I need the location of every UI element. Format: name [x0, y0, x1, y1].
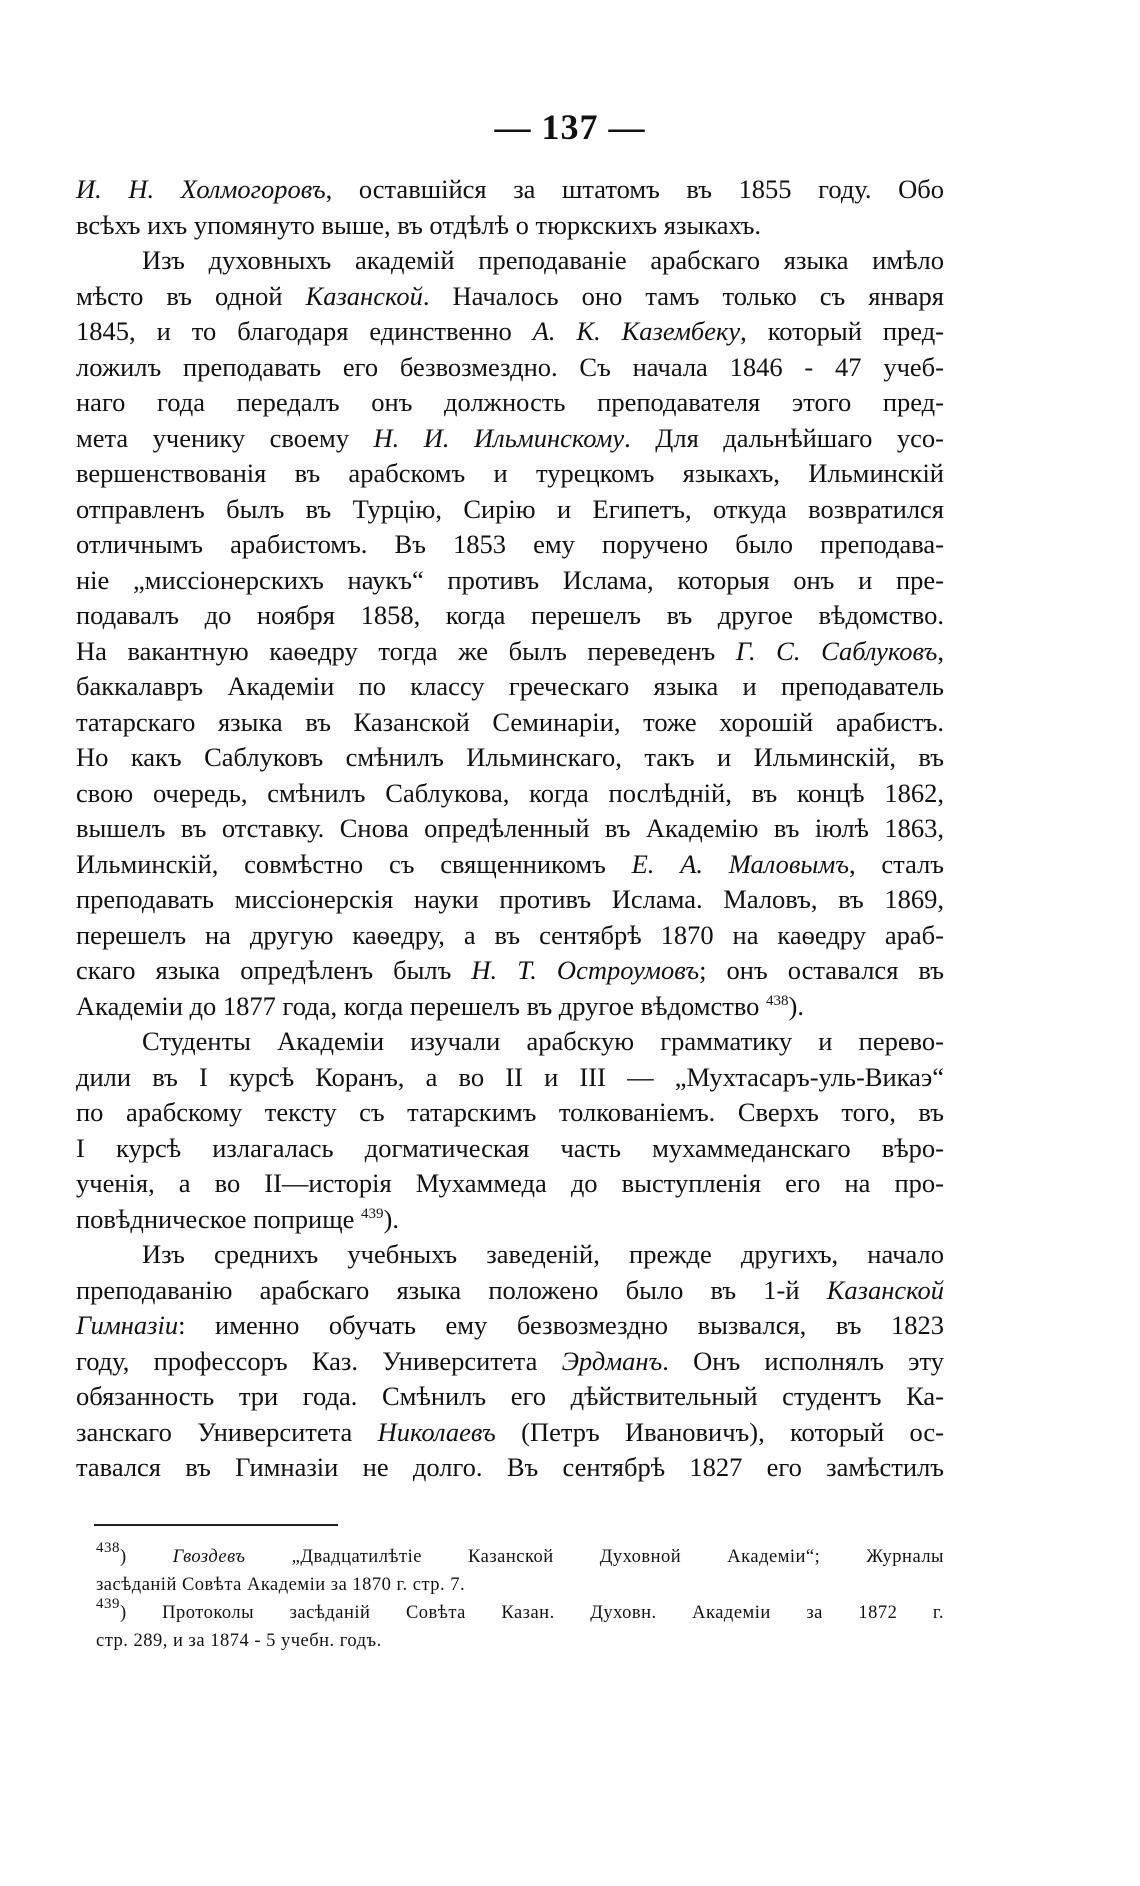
text-line: баккалавръ Академіи по классу греческаго языка и преподаватель	[76, 671, 944, 701]
paragraph-start: Изъ среднихъ учебныхъ заведеній, прежде другихъ, начало	[142, 1239, 944, 1269]
footnote-line: засѣданій Совѣта Академіи за 1870 г. стр. 7.	[96, 1575, 466, 1595]
person-name: Е. А. Маловымъ	[631, 848, 849, 879]
person-name: А. К. Казембеку	[532, 316, 741, 346]
text-line: вышелъ въ отставку. Снова опредѣленный въ Академію въ іюлѣ 1863,	[76, 813, 944, 843]
person-name: Н. Т. Остроумовъ	[471, 955, 700, 985]
text-line: мѣсто въ одной Казанской. Началось оно тамъ только съ января	[76, 280, 944, 311]
footnote-ref[interactable]: 439	[361, 1205, 384, 1222]
text-line: скаго языка опредѣленъ былъ Н. Т. Остроумовъ; онъ оставался въ	[76, 955, 944, 985]
footnote-divider	[94, 1524, 338, 1526]
person-name: Эрдманъ	[561, 1345, 663, 1376]
text-line: отличнымъ арабистомъ. Въ 1853 ему поручено было преподава-	[76, 529, 944, 559]
person-name: И. Н. Холмогоровъ	[76, 174, 326, 204]
place-name: Гимназіи	[76, 1310, 179, 1340]
author-name: Гвоздевъ	[172, 1547, 246, 1567]
text-line: Ильминскій, совмѣстно съ священникомъ Е. А. Маловымъ, сталъ	[76, 848, 945, 879]
text-line: Гимназіи: именно обучать ему безвозмездно вызвался, въ 1823	[76, 1310, 944, 1340]
footnote-ref[interactable]: 438	[766, 992, 789, 1009]
footnote-number: 438	[96, 1540, 120, 1556]
footnote	[96, 1596, 944, 1655]
text-line: всѣхъ ихъ упомянуто выше, въ отдѣлѣ о тюркскихъ языкахъ.	[76, 209, 762, 240]
text-line: повѣдническое поприще $^{439}$).	[76, 1203, 399, 1234]
person-name: Николаевъ	[377, 1416, 496, 1447]
page-number: — 137 —	[494, 107, 646, 147]
text-line: На вакантную каѳедру тогда же былъ переведенъ Г. С. Саблуковъ,	[76, 635, 944, 666]
place-name: Казанской	[826, 1274, 944, 1305]
footnote-line: $^{438}$) Гвоздевъ „Двадцатилѣтіе Казанской Духовной Академіи“; Журналы	[96, 1540, 944, 1567]
text-line: I курсѣ излагалась догматическая часть мухаммеданскаго вѣро-	[76, 1132, 944, 1163]
text-line: мета ученику своему Н. И. Ильминскому. Для дальнѣйшаго усо-	[76, 422, 944, 453]
text-line: году, профессоръ Каз. Университета Эрдманъ. Онъ исполнялъ эту	[76, 1345, 944, 1376]
text-line: 1845, и то благодаря единственно А. К. Казембеку, который пред-	[76, 316, 944, 346]
text-line: наго года передалъ онъ должность преподавателя этого пред-	[76, 387, 944, 417]
footnote-number: 439	[96, 1596, 120, 1612]
person-name: Г. С. Саблуковъ	[735, 635, 938, 666]
text-line: занскаго Университета Николаевъ (Петръ Ивановичъ), который ос-	[76, 1416, 944, 1447]
body-text	[76, 172, 944, 1486]
text-line: по арабскому тексту съ татарскимъ толкованіемъ. Сверхъ того, въ	[76, 1097, 944, 1127]
footnote-line: стр. 289, и за 1874 - 5 учебн. годъ.	[96, 1631, 382, 1651]
text-line: обязанность три года. Смѣнилъ его дѣйствительный студентъ Ка-	[76, 1381, 944, 1411]
text-line: подавалъ до ноября 1858, когда перешелъ въ другое вѣдомство.	[76, 600, 944, 630]
text-line: ложилъ преподавать его безвозмездно. Съ начала 1846 - 47 учеб-	[76, 351, 944, 382]
text-line: свою очередь, смѣнилъ Саблукова, когда послѣдній, въ концѣ 1862,	[76, 777, 944, 808]
text-line: И. Н. Холмогоровъ, оставшійся за штатомъ въ 1855 году. Обо	[76, 174, 944, 204]
footnote-line: $^{439}$) Протоколы засѣданій Совѣта Казан. Духовн. Академіи за 1872 г.	[96, 1596, 944, 1623]
text-line: Но какъ Саблуковъ смѣнилъ Ильминскаго, такъ и Ильминскій, въ	[76, 742, 944, 772]
paragraph-start: Студенты Академіи изучали арабскую грамматику и перево-	[142, 1026, 944, 1056]
text-line: ученія, а во II—исторія Мухаммеда до выступленія его на про-	[76, 1168, 944, 1198]
footnotes	[96, 1540, 944, 1655]
text-line: тавался въ Гимназіи не долго. Въ сентябрѣ 1827 его замѣстилъ	[76, 1452, 944, 1482]
text-line: отправленъ былъ въ Турцію, Сирію и Египетъ, откуда возвратился	[76, 493, 944, 524]
text-line: преподаванію арабскаго языка положено было въ 1-й Казанской	[76, 1274, 944, 1305]
place-name: Казанской	[305, 280, 423, 311]
text-line: преподавать миссіонерскія науки противъ Ислама. Маловъ, въ 1869,	[76, 884, 944, 914]
text-line: Академіи до 1877 года, когда перешелъ въ другое вѣдомство $^{438}$).	[76, 990, 804, 1021]
footnote	[96, 1540, 944, 1599]
text-line: вершенствованія въ арабскомъ и турецкомъ языкахъ, Ильминскій	[76, 458, 944, 488]
text-line: дили въ I курсѣ Коранъ, а во II и III — „Мухтасаръ-уль-Викаэ“	[76, 1061, 944, 1092]
person-name: Н. И. Ильминскому	[373, 422, 625, 453]
text-line: татарскаго языка въ Казанской Семинаріи, тоже хорошій арабистъ.	[76, 706, 944, 737]
paragraph-start: Изъ духовныхъ академій преподаваніе арабскаго языка имѣло	[142, 245, 944, 275]
text-line: перешелъ на другую каѳедру, а въ сентябрѣ 1870 на каѳедру араб-	[76, 919, 944, 950]
text-line: ніе „миссіонерскихъ наукъ“ противъ Ислама, которыя онъ и пре-	[76, 564, 944, 595]
